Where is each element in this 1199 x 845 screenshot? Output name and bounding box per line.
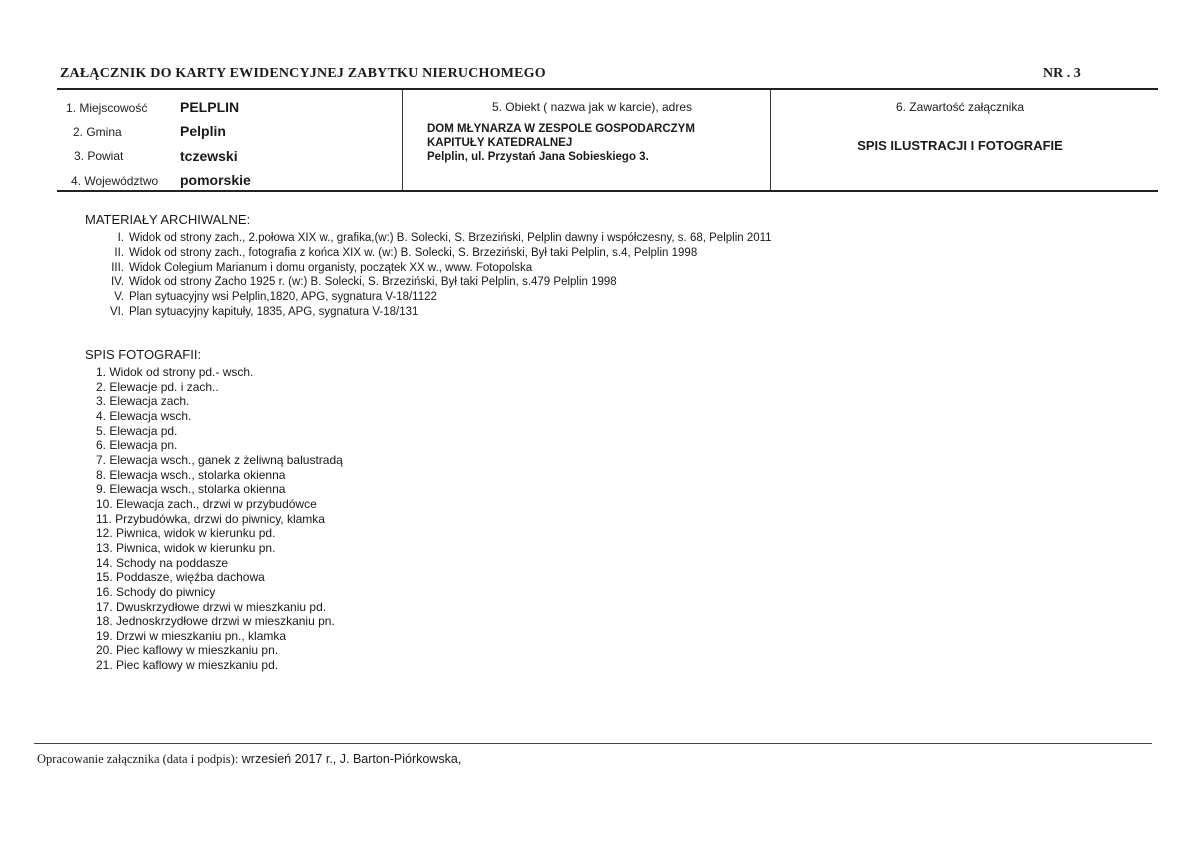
powiat-label: 3. Powiat xyxy=(74,149,124,163)
list-item: 13. Piwnica, widok w kierunku pn. xyxy=(96,540,276,555)
gmina-value: Pelplin xyxy=(180,123,226,139)
footer-rule xyxy=(34,743,1152,744)
contents-value: SPIS ILUSTRACJI I FOTOGRAFIE xyxy=(857,138,1063,153)
list-item xyxy=(80,231,772,246)
photos-heading: SPIS FOTOGRAFII: xyxy=(85,347,202,362)
list-item: 20. Piec kaflowy w mieszkaniu pn. xyxy=(96,643,279,658)
wojewodztwo-label: 4. Województwo xyxy=(71,174,159,188)
list-item: 5. Elewacja pd. xyxy=(96,423,178,438)
item-text: Plan sytuacyjny kapituły, 1835, APG, sygnatura V-18/131 xyxy=(129,305,419,318)
list-item: 18. Jednoskrzydłowe drzwi w mieszkaniu pn. xyxy=(96,614,335,629)
list-item: 9. Elewacja wsch., stolarka okienna xyxy=(96,482,286,497)
list-item xyxy=(80,290,772,305)
list-item: 14. Schody na poddasze xyxy=(96,555,229,570)
item-text: Widok od strony zach., fotografia z końca XIX w. (w:) B. Solecki, S. Brzeziński, Był taki Pelplin, s.4, Pelplin 1998 xyxy=(129,246,698,259)
item-number: V. xyxy=(114,291,124,304)
archival-heading: MATERIAŁY ARCHIWALNE: xyxy=(85,212,251,227)
column-divider xyxy=(770,90,771,190)
section-rule xyxy=(57,190,1158,192)
list-item: 12. Piwnica, widok w kierunku pd. xyxy=(96,526,276,541)
archival-list xyxy=(80,231,772,320)
column-divider xyxy=(402,90,403,190)
list-item: 15. Poddasze, więźba dachowa xyxy=(96,570,265,585)
item-number: III. xyxy=(111,261,124,274)
photos-list xyxy=(96,365,343,673)
list-item: 21. Piec kaflowy w mieszkaniu pd. xyxy=(96,658,279,673)
item-text: Widok od strony zach., 2.połowa XIX w., grafika,(w:) B. Solecki, S. Brzeziński, Pelplin dawny i współczesny, s. 68, Pelplin 2011 xyxy=(129,232,772,244)
list-item: 11. Przybudówka, drzwi do piwnicy, klamka xyxy=(96,511,325,526)
contents-label: 6. Zawartość załącznika xyxy=(895,100,1025,114)
list-item xyxy=(80,305,772,320)
object-name-line: DOM MŁYNARZA W ZESPOLE GOSPODARCZYM xyxy=(427,123,695,135)
document-title: ZAŁĄCZNIK DO KARTY EWIDENCYJNEJ ZABYTKU NIERUCHOMEGO xyxy=(60,66,546,81)
object-label: 5. Obiekt ( nazwa jak w karcie), adres xyxy=(491,100,693,114)
list-item: 3. Elewacja zach. xyxy=(96,394,190,409)
list-item: 7. Elewacja wsch., ganek z żeliwną balustradą xyxy=(96,452,343,467)
object-name-line: KAPITUŁY KATEDRALNEJ xyxy=(427,137,573,149)
item-number: I. xyxy=(117,232,124,244)
item-number: IV. xyxy=(110,276,124,289)
item-text: Widok od strony Zacho 1925 r. (w:) B. Solecki, S. Brzeziński, Był taki Pelplin, s.479 Pelplin 1998 xyxy=(129,276,617,289)
list-item: 2. Elewacje pd. i zach.. xyxy=(96,379,219,394)
list-item: 1. Widok od strony pd.- wsch. xyxy=(96,365,254,379)
item-number: II. xyxy=(114,246,124,259)
document-number: NR . 3 xyxy=(1043,66,1081,81)
gmina-label: 2. Gmina xyxy=(73,125,122,139)
item-number: VI. xyxy=(109,305,124,318)
list-item: 10. Elewacja zach., drzwi w przybudówce xyxy=(96,496,317,511)
wojewodztwo-value: pomorskie xyxy=(180,172,251,188)
miejscowosc-value: PELPLIN xyxy=(180,99,240,115)
object-address: Pelplin, ul. Przystań Jana Sobieskiego 3. xyxy=(427,151,649,163)
list-item: 4. Elewacja wsch. xyxy=(96,408,192,423)
powiat-value: tczewski xyxy=(180,148,238,164)
list-item: 17. Dwuskrzydłowe drzwi w mieszkaniu pd. xyxy=(96,599,327,614)
list-item xyxy=(80,261,772,276)
list-item xyxy=(80,275,772,290)
top-rule xyxy=(57,88,1158,90)
footer-value: wrzesień 2017 r., J. Barton-Piórkowska, xyxy=(241,752,462,766)
list-item xyxy=(80,246,772,261)
footer xyxy=(37,752,461,767)
footer-label: Opracowanie załącznika (data i podpis): xyxy=(37,752,239,766)
item-text: Widok Colegium Marianum i domu organisty, początek XX w., www. Fotopolska xyxy=(129,261,533,274)
list-item: 6. Elewacja pn. xyxy=(96,438,178,453)
list-item: 8. Elewacja wsch., stolarka okienna xyxy=(96,467,286,482)
list-item: 16. Schody do piwnicy xyxy=(96,584,216,599)
miejscowosc-label: 1. Miejscowość xyxy=(66,101,148,115)
list-item: 19. Drzwi w mieszkaniu pn., klamka xyxy=(96,628,287,643)
item-text: Plan sytuacyjny wsi Pelplin,1820, APG, sygnatura V-18/1122 xyxy=(129,291,437,304)
